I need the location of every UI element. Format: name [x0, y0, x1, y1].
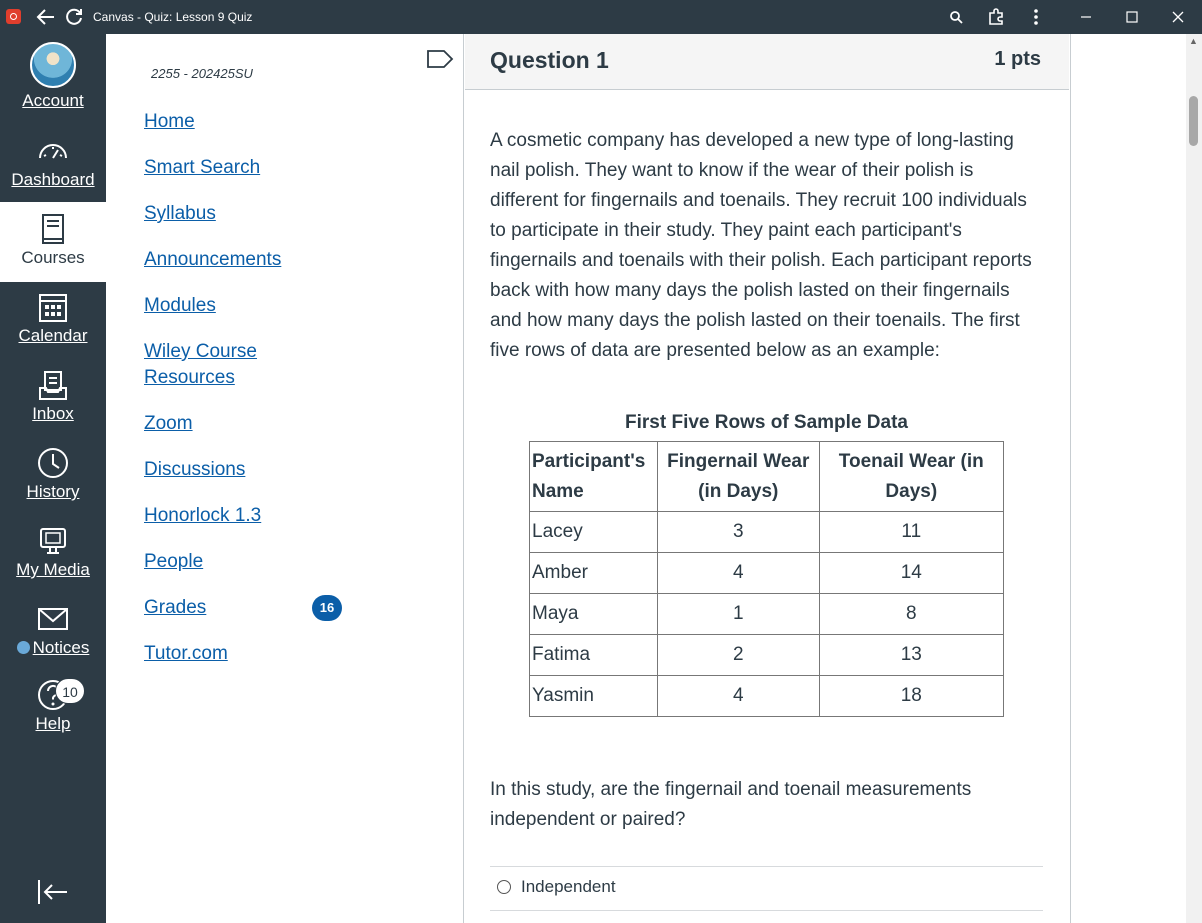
my-media-monitor-icon: [36, 524, 70, 558]
nav-mymedia-label: My Media: [16, 560, 90, 579]
question-title: Question 1: [490, 47, 609, 73]
course-nav-wiley-course-resources[interactable]: Wiley Course Resources: [144, 341, 257, 388]
course-code: 2255 - 202425SU: [151, 66, 253, 81]
nav-courses[interactable]: [0, 202, 106, 282]
table-header-row: [530, 442, 1004, 512]
window-titlebar: [0, 0, 1202, 34]
toggle-course-nav-tag-icon[interactable]: [426, 48, 454, 70]
course-nav-discussions[interactable]: Discussions: [144, 459, 246, 480]
refresh-icon[interactable]: [62, 5, 86, 29]
table-cell: Yasmin: [530, 676, 658, 717]
nav-dashboard[interactable]: [0, 134, 106, 190]
nav-notices[interactable]: [0, 602, 106, 658]
nav-help[interactable]: [0, 678, 106, 734]
course-nav-modules[interactable]: Modules: [144, 295, 216, 316]
minimize-icon[interactable]: [1074, 5, 1098, 29]
table-cell: 4: [657, 553, 819, 594]
nav-account[interactable]: [0, 42, 106, 111]
zoom-icon[interactable]: [944, 5, 968, 29]
calendar-icon: [36, 290, 70, 324]
grades-count-badge: 16: [312, 595, 342, 621]
nav-mymedia[interactable]: [0, 524, 106, 580]
table-row: [530, 635, 1004, 676]
table-cell: 3: [657, 512, 819, 553]
quiz-question-area: [465, 34, 1070, 923]
course-nav-grades[interactable]: Grades: [144, 597, 207, 618]
history-clock-icon: [36, 446, 70, 480]
table-row: [530, 512, 1004, 553]
table-cell: 11: [819, 512, 1003, 553]
nav-notices-label: Notices: [0, 638, 106, 658]
answer-option-independent[interactable]: [497, 877, 616, 897]
notices-envelope-icon: [36, 602, 70, 636]
course-nav-smart-search[interactable]: Smart Search: [144, 157, 261, 178]
nav-account-label: Account: [22, 91, 84, 110]
table-cell: 18: [819, 676, 1003, 717]
table-header-cell: Participant's Name: [530, 442, 658, 512]
course-nav-tutor[interactable]: Tutor.com: [144, 643, 228, 664]
back-arrow-icon[interactable]: [34, 5, 58, 29]
nav-inbox-label: Inbox: [32, 404, 74, 423]
question-header: [465, 34, 1069, 90]
browser-app-icon: [6, 9, 21, 24]
radio-button[interactable]: [497, 880, 511, 894]
inbox-icon: [36, 368, 70, 402]
course-navigation: [106, 34, 464, 923]
more-icon[interactable]: [1024, 5, 1048, 29]
answer-divider: [490, 866, 1043, 867]
nav-help-label: Help: [35, 714, 71, 733]
scroll-up-arrow-icon[interactable]: ▲: [1189, 36, 1198, 46]
course-nav-honorlock[interactable]: Honorlock 1.3: [144, 505, 262, 526]
course-nav-announcements[interactable]: Announcements: [144, 249, 282, 270]
table-header-cell: Toenail Wear (in Days): [819, 442, 1003, 512]
table-cell: 14: [819, 553, 1003, 594]
table-cell: 2: [657, 635, 819, 676]
course-nav-home[interactable]: Home: [144, 111, 195, 132]
nav-courses-label: Courses: [21, 248, 85, 267]
table-cell: 1: [657, 594, 819, 635]
scroll-thumb[interactable]: [1189, 96, 1198, 146]
table-cell: 4: [657, 676, 819, 717]
answer-divider: [490, 910, 1043, 911]
answer-label: Independent: [521, 877, 616, 896]
window-title: Canvas - Quiz: Lesson 9 Quiz: [93, 10, 253, 24]
collapse-nav-icon[interactable]: [36, 877, 70, 907]
nav-history-label: History: [26, 482, 80, 501]
courses-book-icon: [36, 212, 70, 246]
table-row: [530, 594, 1004, 635]
dashboard-icon: [36, 134, 70, 168]
table-header-cell: Fingernail Wear (in Days): [657, 442, 819, 512]
nav-calendar[interactable]: [0, 290, 106, 346]
table-cell: 13: [819, 635, 1003, 676]
table-cell: Fatima: [530, 635, 658, 676]
question-prompt: In this study, are the fingernail and toenail measurements independent or paired?: [490, 779, 972, 830]
table-cell: Lacey: [530, 512, 658, 553]
table-cell: Maya: [530, 594, 658, 635]
course-nav-people[interactable]: People: [144, 551, 204, 572]
globe-icon: [17, 641, 30, 654]
avatar: [30, 42, 76, 88]
extensions-icon[interactable]: [984, 5, 1008, 29]
help-badge: 10: [55, 678, 85, 704]
sample-data-table: [529, 441, 1004, 717]
right-margin: [1070, 34, 1186, 923]
page-scrollbar[interactable]: [1186, 34, 1202, 923]
nav-calendar-label: Calendar: [18, 326, 88, 345]
close-icon[interactable]: [1166, 5, 1190, 29]
global-navigation: [0, 34, 106, 923]
table-row: [530, 676, 1004, 717]
course-nav-zoom[interactable]: Zoom: [144, 413, 193, 434]
nav-inbox[interactable]: [0, 368, 106, 424]
table-caption: First Five Rows of Sample Data: [625, 412, 908, 433]
nav-dashboard-label: Dashboard: [11, 170, 95, 189]
table-cell: Amber: [530, 553, 658, 594]
table-row: [530, 553, 1004, 594]
nav-history[interactable]: [0, 446, 106, 502]
question-text: A cosmetic company has developed a new type of long-lasting nail polish. They want to know if the wear of their polish is different for fingernails and toenails. They recruit 100 individuals to participate in their study. They paint each participant's fingernails and toenails with their polish. Each participant reports back with how many days the polish lasted on their fingernails and how many days the polish lasted on their toenails. The first five rows of data are presented below as an example:: [490, 130, 1032, 361]
maximize-icon[interactable]: [1120, 5, 1144, 29]
question-points: 1 pts: [994, 48, 1041, 70]
table-cell: 8: [819, 594, 1003, 635]
course-nav-syllabus[interactable]: Syllabus: [144, 203, 216, 224]
